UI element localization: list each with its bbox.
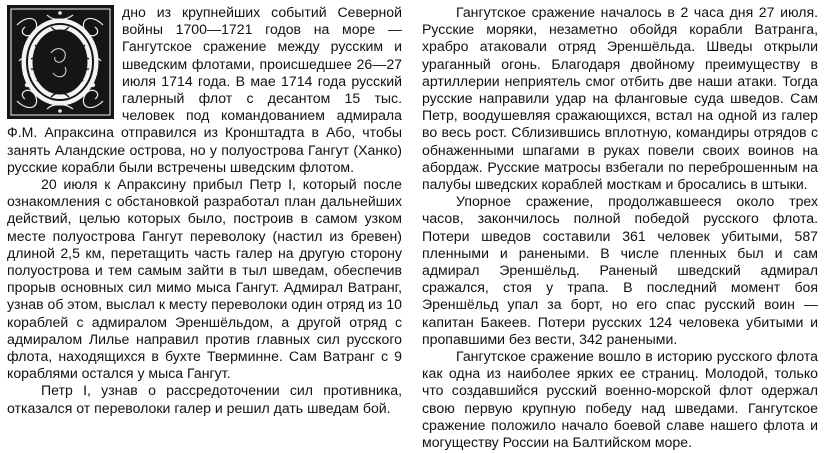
left-column: [7, 4, 402, 417]
right-paragraph-2: Упорное сражение, продолжавшееся около трех часов, закончилось полной победой русского флота. Потери шведов составили 361 человек убитыми, 587 пленными и ранеными. В числе пленных был и сам адмирал Эреншёльд. Раненый шведский адмирал сражался, стоя у трапа. В последний момент боя Эреншёльд упал за борт, но его спас русский воин — капитан Бакеев. Потери русских 124 человека убитыми и пропавшими без вести, 342 ранеными.: [422, 193, 818, 347]
right-paragraph-1: Гангутское сражение началось в 2 часа дня 27 июля. Русские моряки, незаметно обойдя корабли Ватранга, храбро атаковали отряд Эреншёльда. Шведы открыли ураганный огонь. Благодаря двойному преимуществу в артиллерии неприятель смог отбить две наши атаки. Тогда русские направили удар на фланговые суда шведов. Сам Петр, воодушевляя сражающихся, встал на одной из галер во весь рост. Сблизившись вплотную, командиры отрядов с обнаженными шпагами в руках повели своих воинов на абордаж. Русские матросы взбегали по переброшенным на палубы шведских кораблей мосткам и бросались в штыки.: [422, 4, 818, 193]
dropcap-ornament-graphic: [7, 5, 114, 119]
first-paragraph-block: [7, 4, 402, 176]
dropcap-ornament: [7, 5, 114, 119]
right-column: [422, 4, 818, 451]
left-paragraph-1: дно из крупнейших событий Северной войны 1700—1721 годов на море — Гангутское сражение между русским и шведским флотами, происшедшее 26—27 июля 1714 года. В мае 1714 года русский галерный флот с десантом 15 тыс. человек под командованием адмирала Ф.М. Апраксина отправился из Кронштадта в Або, чтобы занять Аландские острова, но у полуострова Гангут (Ханко) русские корабли были встречены шведским флотом.: [7, 4, 402, 175]
left-paragraph-2: 20 июля к Апраксину прибыл Петр I, который после ознакомления с обстановкой разработал план дальнейших действий, целью которых было, построив в самом узком месте полуострова Гангут переволоку (настил из бревен) длиной 2,5 км, перетащить часть галер на другую сторону полуострова и тем самым зайти в тыл шведам, обеспечив прорыв основных сил мимо мыса Гангут. Адмирал Ватранг, узнав об этом, выслал к месту переволоки один отряд из 10 кораблей с адмиралом Эреншёльдом, а другой отряд с адмиралом Лилье направил против главных сил русского флота, находящихся в бухте Тверминне. Сам Ватранг с 9 кораблями остался у мыса Гангут.: [7, 176, 402, 382]
right-paragraph-3: Гангутское сражение вошло в историю русского флота как одна из наиболее ярких ее страниц. Молодой, только что создавшийся русский военно-морской флот одержал свою первую крупную победу над шведами. Гангутское сражение положило начало боевой славе нашего флота и могуществу России на Балтийском море.: [422, 348, 818, 451]
left-paragraph-3: Петр I, узнав о рассредоточении сил противника, отказался от переволоки галер и решил дать шведам бой.: [7, 382, 402, 416]
